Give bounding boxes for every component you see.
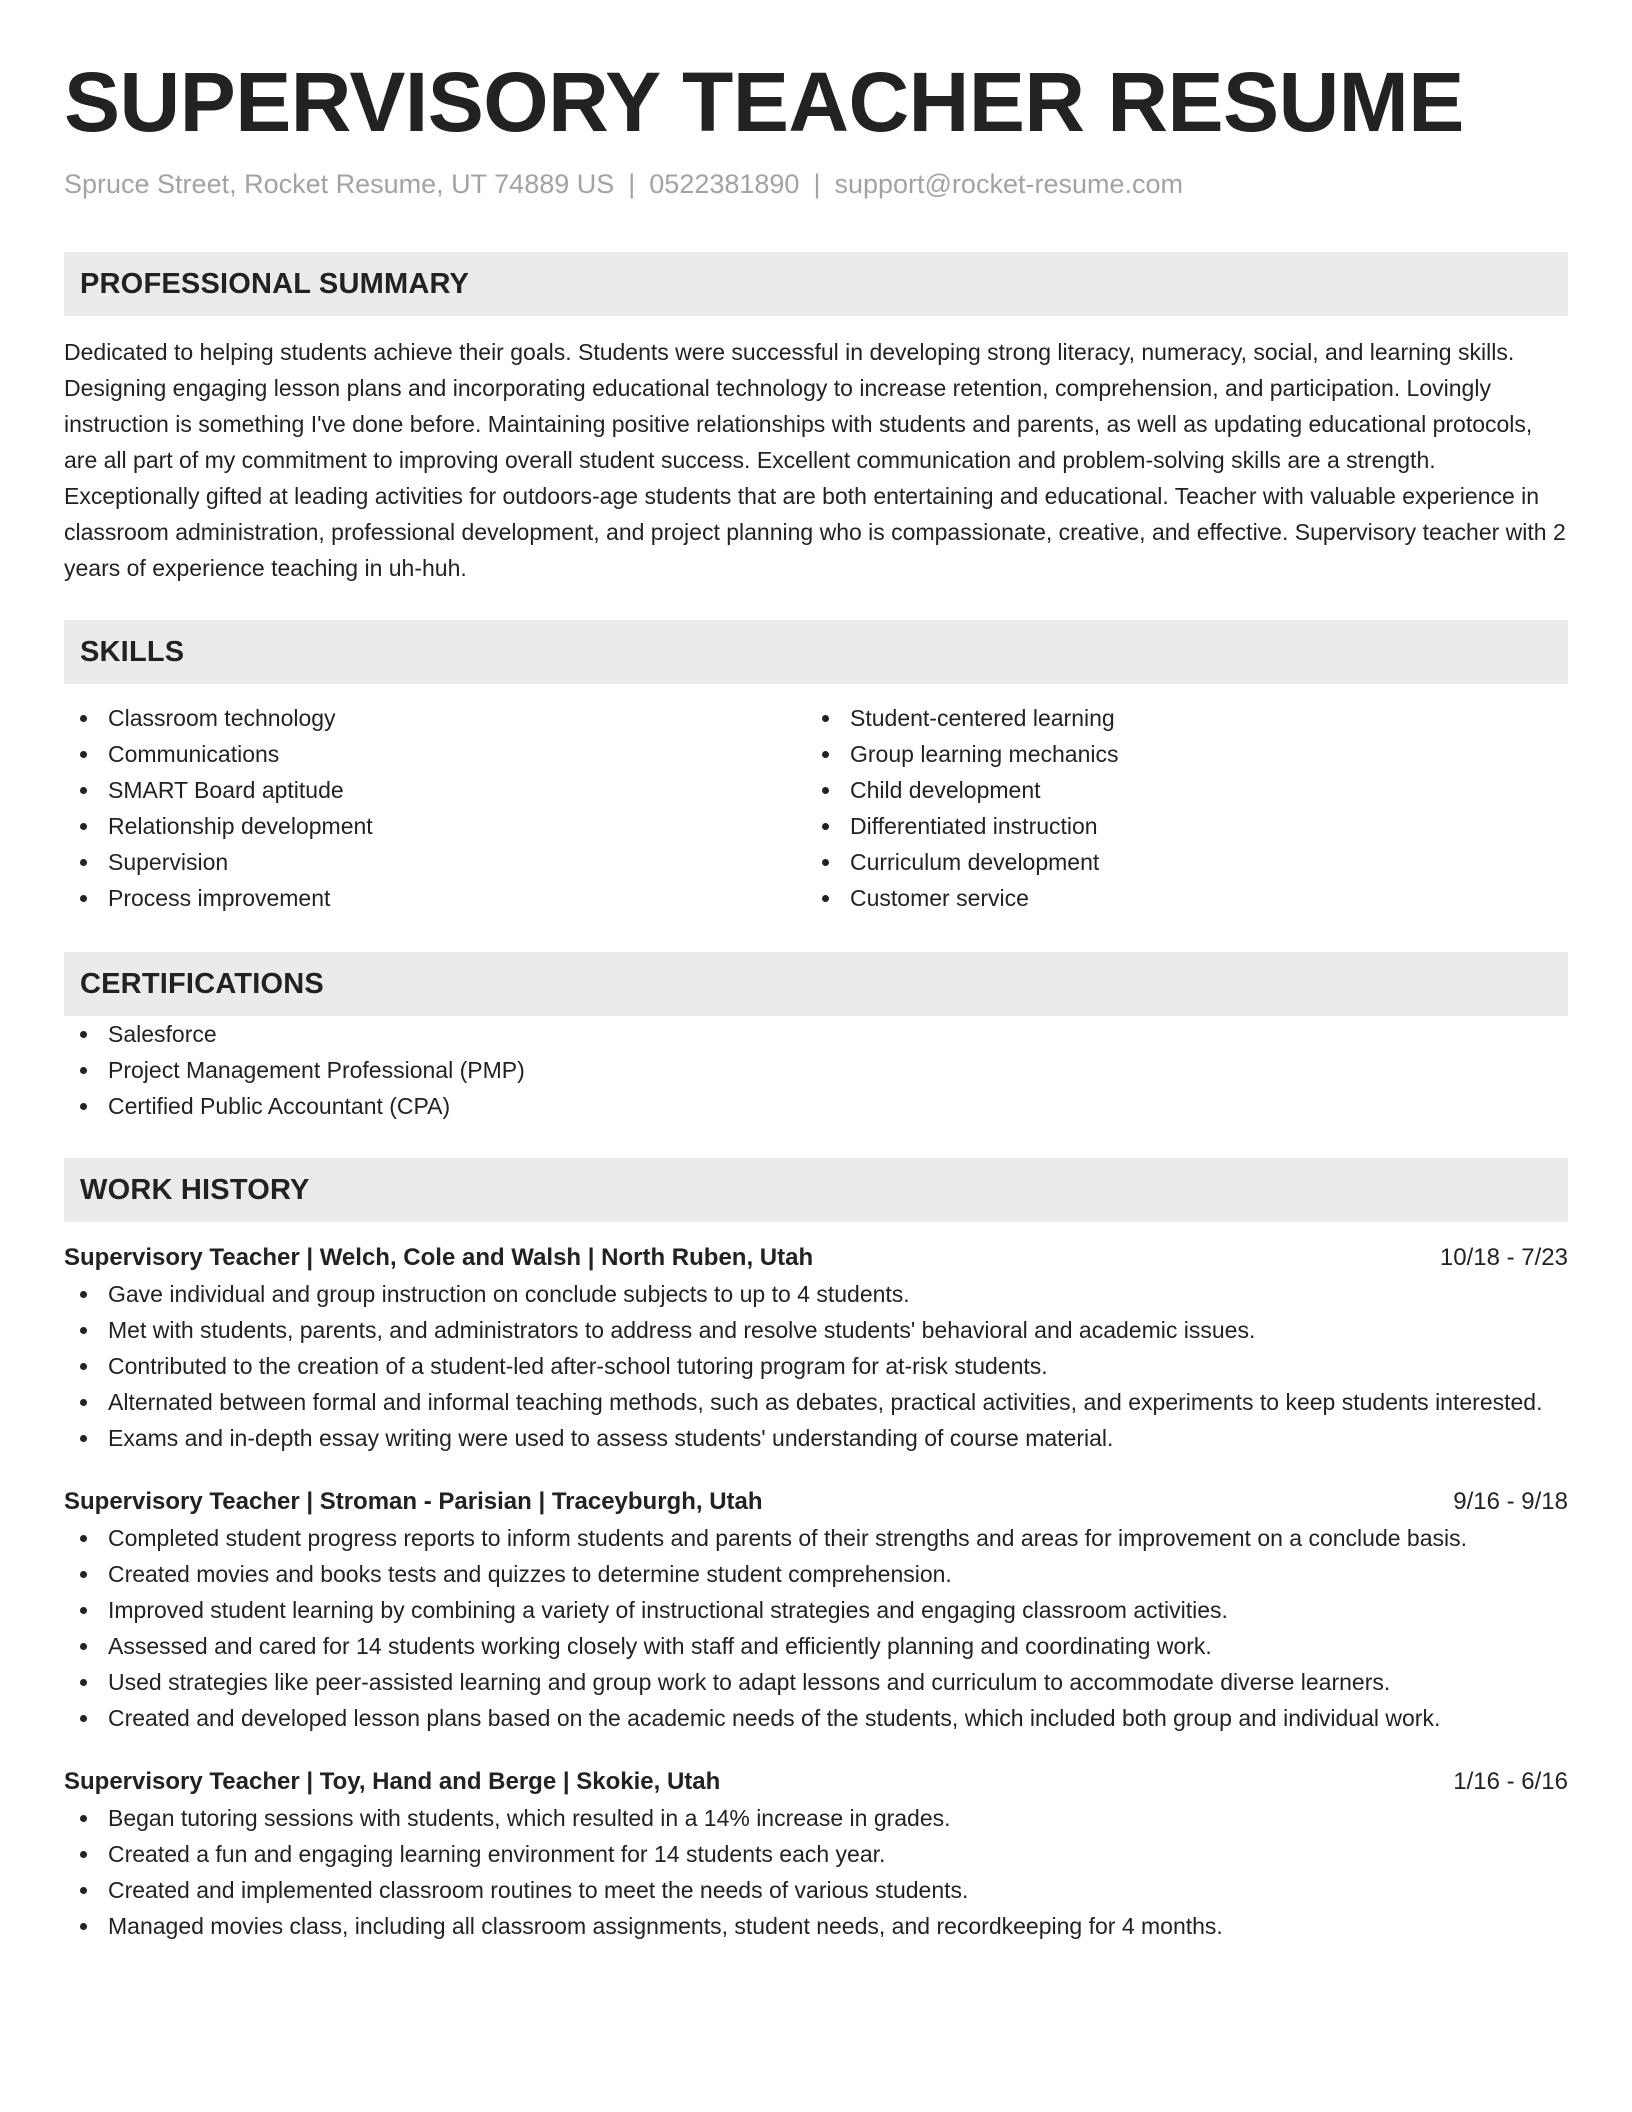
certification-item: Project Management Professional (PMP) <box>64 1052 1568 1088</box>
job-dates: 10/18 - 7/23 <box>1439 1244 1568 1271</box>
job-bullet: Alternated between formal and informal teaching methods, such as debates, practical activities, and experiments to keep students interested. <box>64 1384 1568 1420</box>
job-bullet: Exams and in-depth essay writing were used to assess students' understanding of course material. <box>64 1420 1568 1456</box>
job-header <box>64 1240 1568 1276</box>
section-heading-summary: PROFESSIONAL SUMMARY <box>64 252 1568 316</box>
job-bullet: Used strategies like peer-assisted learning and group work to adapt lessons and curriculum to accommodate diverse learners. <box>64 1664 1568 1700</box>
summary-paragraph: Dedicated to helping students achieve their goals. Students were successful in developing strong literacy, numeracy, social, and learning skills. Designing engaging lesson plans and incorporating educational technology to increase retention, comprehension, and participation. Lovingly instruction is something I've done before. Maintaining positive relationships with students and parents, as well as updating educational protocols, are all part of my commitment to improving overall student success. Excellent communication and problem-solving skills are a strength. Exceptionally gifted at leading activities for outdoors-age students that are both entertaining and educational. Teacher with valuable experience in classroom administration, professional development, and project planning who is compassionate, creative, and effective. Supervisory teacher with 2 years of experience teaching in uh-huh. <box>64 339 1566 581</box>
job-title: Supervisory Teacher | Welch, Cole and Walsh | North Ruben, Utah <box>64 1244 814 1271</box>
skills-grid <box>64 700 1568 916</box>
skill-item: Classroom technology <box>64 700 806 736</box>
job-entry <box>64 1764 1568 1944</box>
skill-item: Relationship development <box>64 808 806 844</box>
section-heading-certifications: CERTIFICATIONS <box>64 952 1568 1016</box>
job-bullet: Gave individual and group instruction on conclude subjects to up to 4 students. <box>64 1276 1568 1312</box>
contact-email: support@rocket-resume.com <box>834 169 1183 199</box>
skill-item: Supervision <box>64 844 806 880</box>
job-bullet: Completed student progress reports to inform students and parents of their strengths and areas for improvement on a conclude basis. <box>64 1520 1568 1556</box>
contact-separator: | <box>628 169 636 199</box>
job-dates: 9/16 - 9/18 <box>1453 1488 1568 1515</box>
contact-phone: 0522381890 <box>649 169 800 199</box>
contact-address: Spruce Street, Rocket Resume, UT 74889 US <box>64 169 615 199</box>
skill-item: Group learning mechanics <box>806 736 1548 772</box>
section-heading-skills: SKILLS <box>64 620 1568 684</box>
contact-line <box>64 166 1568 202</box>
skill-item: SMART Board aptitude <box>64 772 806 808</box>
job-header <box>64 1764 1568 1800</box>
skill-item: Differentiated instruction <box>806 808 1548 844</box>
job-entry <box>64 1240 1568 1456</box>
certification-item: Salesforce <box>64 1016 1568 1052</box>
job-bullet: Improved student learning by combining a variety of instructional strategies and engaging classroom activities. <box>64 1592 1568 1628</box>
job-bullet: Created and implemented classroom routines to meet the needs of various students. <box>64 1872 1568 1908</box>
skill-item: Curriculum development <box>806 844 1548 880</box>
certifications-list <box>64 1016 1568 1124</box>
job-title: Supervisory Teacher | Toy, Hand and Berge | Skokie, Utah <box>64 1768 721 1795</box>
job-bullet: Managed movies class, including all classroom assignments, student needs, and recordkeeping for 4 months. <box>64 1908 1568 1944</box>
resume-title: SUPERVISORY TEACHER RESUME <box>64 55 1464 149</box>
job-bullet: Created a fun and engaging learning environment for 14 students each year. <box>64 1836 1568 1872</box>
job-title: Supervisory Teacher | Stroman - Parisian | Traceyburgh, Utah <box>64 1488 763 1515</box>
job-bullet-list <box>64 1800 1568 1944</box>
skills-column-right <box>806 700 1548 916</box>
job-header <box>64 1484 1568 1520</box>
job-bullet-list <box>64 1520 1568 1736</box>
job-bullet-list <box>64 1276 1568 1456</box>
job-bullet: Met with students, parents, and administrators to address and resolve students' behavioral and academic issues. <box>64 1312 1568 1348</box>
section-heading-work-history: WORK HISTORY <box>64 1158 1568 1222</box>
certification-item: Certified Public Accountant (CPA) <box>64 1088 1568 1124</box>
skill-item: Process improvement <box>64 880 806 916</box>
skill-item: Customer service <box>806 880 1548 916</box>
skill-item: Student-centered learning <box>806 700 1548 736</box>
job-bullet: Assessed and cared for 14 students working closely with staff and efficiently planning and coordinating work. <box>64 1628 1568 1664</box>
job-bullet: Contributed to the creation of a student-led after-school tutoring program for at-risk students. <box>64 1348 1568 1384</box>
skills-column-left <box>64 700 806 916</box>
job-entry <box>64 1484 1568 1736</box>
job-bullet: Began tutoring sessions with students, which resulted in a 14% increase in grades. <box>64 1800 1568 1836</box>
job-bullet: Created movies and books tests and quizzes to determine student comprehension. <box>64 1556 1568 1592</box>
skill-item: Child development <box>806 772 1548 808</box>
skill-item: Communications <box>64 736 806 772</box>
contact-separator: | <box>813 169 821 199</box>
job-bullet: Created and developed lesson plans based on the academic needs of the students, which included both group and individual work. <box>64 1700 1568 1736</box>
job-dates: 1/16 - 6/16 <box>1453 1768 1568 1795</box>
